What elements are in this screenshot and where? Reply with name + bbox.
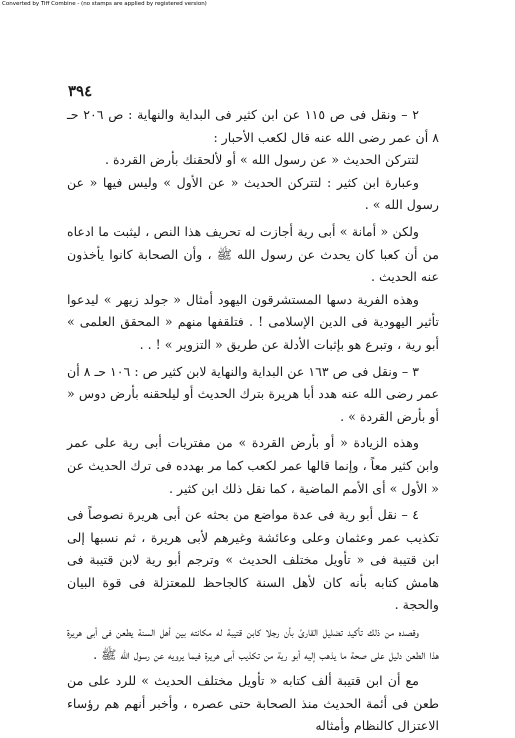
paragraph-item-4: ٤ – نقل أبو رية فى عدة مواضع من بحثه عن أبى هريرة نصوصاً فى تكذيب عمر وعثمان وعلى وعائشة وغيرهم لأبى هريرة ، ثم نسبها إلى ابن قتيبة فى « تأويل مختلف الحديث » وترجم أبو رية لابن قتيبة فى هامش كتابه بأنه كان لأهل السنة كالجاحظ للمعتزلة فى قوة البيان والحجة . <box>67 507 439 613</box>
paragraph-amana: ولكن « أمانة » أبى رية أجازت له تحريف هذا النص ، ليثبت ما ادعاه من أن كعبا كان يحدث عن رسول الله ﷺ ، وأن الصحابة كانوا يأخذون عنه الحديث . <box>67 223 439 285</box>
paragraph-firya: وهذه الفرية دسها المستشرقون اليهود أمثال « جولد زيهر » ليدعوا تأثير اليهودية فى الدين الإسلامى ! . فتلقفها منهم « المحقق العلمى » أبو رية ، وتبرع هو بإثبات الأدلة عن طريق « التزوير » ! . . <box>67 291 439 352</box>
quote-line: لتتركن الحديث « عن رسول الله » أو لألحقنك بأرض القردة . <box>104 152 419 168</box>
paragraph-item-3: ٣ – ونقل فى ص ١٦٣ عن البداية والنهاية لابن كثير ص : ١٠٦ حـ ٨ أن عمر رضى الله عنه هدد أبا هريرة بترك الحديث أو ليلحقنه بأرض دوس « أو بأرض القردة » . <box>67 363 439 424</box>
paragraph-ziyada: وهذه الزيادة « أو بأرض القردة » من مفتريات أبى رية على عمر وابن كثير معاً ، وإنما قالها عمر لكعب كما مر بهدده فى ترك الحديث عن « الأول » أى الأمم الماضية ، كما نقل ذلك ابن كثير . <box>67 435 439 496</box>
body-text <box>67 104 439 738</box>
paragraph-ibn-kathir-wording: وعبارة ابن كثير : لتتركن الحديث « عن الأول » وليس فيها « عن رسول الله » . <box>67 174 439 213</box>
page-number: ٣٩٤ <box>68 82 93 100</box>
paragraph-qasd: وقصده من ذلك تأكيد تضليل القارئ بأن رجلا كابن قتيبة له مكانته بين أهل السنة يطعن فى أبى هريرة هذا الطعن دليل على صحة ما يذهب إليه أبو رية من تكذيب أبى هريرة فيما يرويه عن رسول الله ﷺ . <box>67 624 439 662</box>
paragraph-item-2: ٢ – ونقل فى ص ١١٥ عن ابن كثير فى البداية والنهاية : ص ٢٠٦ حـ ٨ أن عمر رضى الله عنه قال لكعب الأحبار : <box>67 107 439 145</box>
paragraph-ibn-qutayba: مع أن ابن قتيبة ألف كتابه « تأويل مختلف الحديث » للرد على من طعن فى أئمة الحديث منذ الصحابة حتى عصره ، وأخبر أنهم هم رؤساء الاعتزال كالنظام وأمثاله <box>67 673 439 734</box>
converter-banner: Converted by Tiff Combine - (no stamps are applied by registered version) <box>0 0 515 9</box>
